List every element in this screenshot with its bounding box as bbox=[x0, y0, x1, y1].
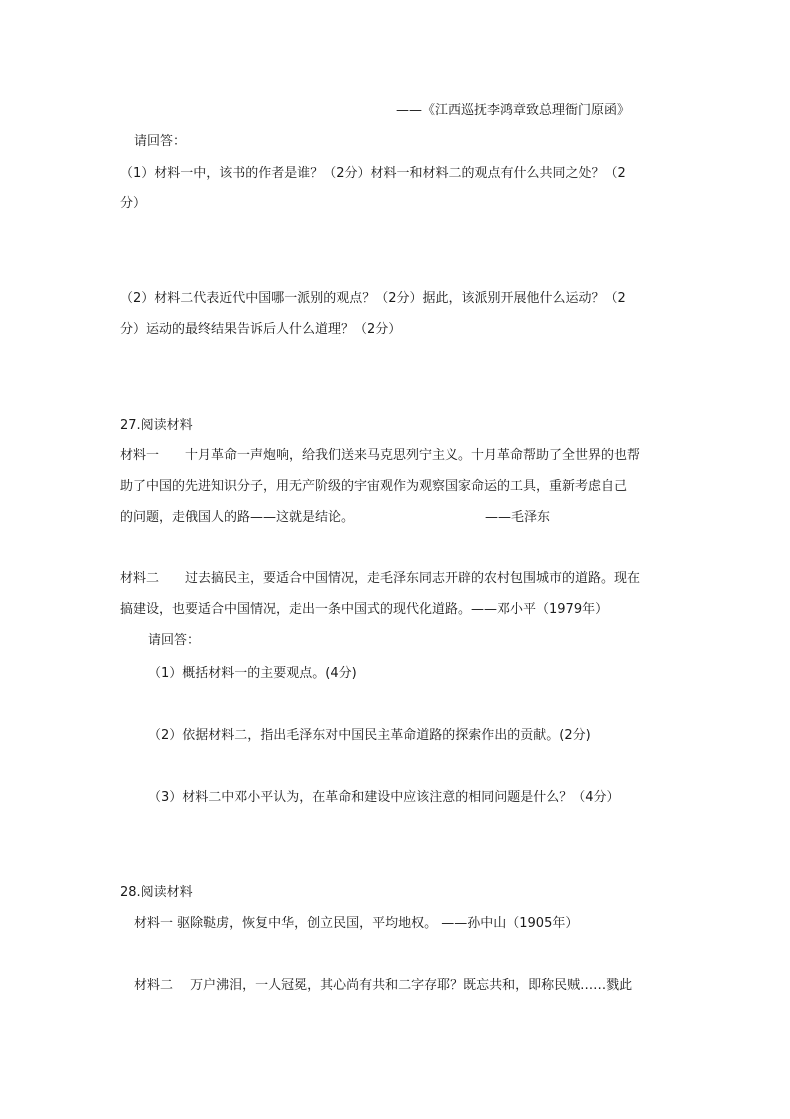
source-attribution: ——《江西巡抚李鸿章致总理衙门原函》 bbox=[396, 103, 631, 118]
question-2-line-1: （2）材料二代表近代中国哪一派别的观点？（2分）据此，该派别开展他什么运动？（2 bbox=[120, 291, 626, 306]
material-2-line-1: 材料二 过去搞民主，要适合中国情况，走毛泽东同志开辟的农村包围城市的道路。现在 bbox=[120, 571, 641, 586]
section-28-heading: 28.阅读材料 bbox=[120, 885, 193, 900]
material-1-line-1: 材料一 十月革命一声炮响，给我们送来马克思列宁主义。十月革命帮助了全世界的也帮 bbox=[120, 448, 641, 463]
material-1-line-2: 助了中国的先进知识分子，用无产阶级的宇宙观作为观察国家命运的工具，重新考虑自己 bbox=[120, 479, 628, 494]
question-2-line-2: 分）运动的最终结果告诉后人什么道理？（2分） bbox=[120, 322, 402, 337]
material-1-author: ——毛泽东 bbox=[485, 510, 551, 525]
material-28-2: 材料二 万户沸泪，一人冠冕，其心尚有共和二字存耶？既忘共和，即称民贼……戮此 bbox=[134, 978, 633, 993]
section-27-heading: 27.阅读材料 bbox=[120, 418, 193, 433]
question-1-line-2: 分） bbox=[120, 196, 147, 211]
question-27-3: （3）材料二中邓小平认为，在革命和建设中应该注意的相同问题是什么？（4分） bbox=[148, 790, 620, 805]
material-2-line-2: 搞建设，也要适合中国情况，走出一条中国式的现代化道路。——邓小平（1979年） bbox=[120, 602, 609, 617]
question-27-2: （2）依据材料二，指出毛泽东对中国民主革命道路的探索作出的贡献。(2分) bbox=[148, 728, 591, 743]
question-1-line-1: （1）材料一中，该书的作者是谁？（2分）材料一和材料二的观点有什么共同之处？（2 bbox=[120, 166, 626, 181]
material-28-1: 材料一 驱除鞑虏，恢复中华，创立民国，平均地权。 ——孙中山（1905年） bbox=[134, 916, 579, 931]
question-27-1: （1）概括材料一的主要观点。(4分) bbox=[148, 666, 357, 681]
material-1-line-3: 的问题，走俄国人的路——这就是结论。 bbox=[120, 510, 355, 525]
answer-prompt-27: 请回答： bbox=[148, 633, 201, 648]
answer-prompt: 请回答： bbox=[134, 134, 187, 149]
